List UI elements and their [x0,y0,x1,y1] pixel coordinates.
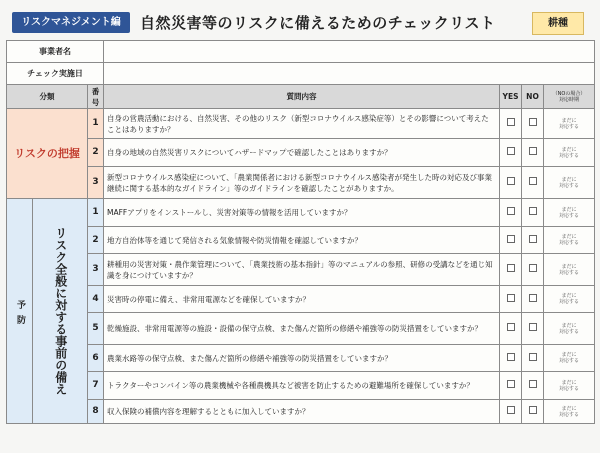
note-cell[interactable]: まだに 対応する [544,167,595,199]
category-prevention-label: 予防 [15,300,25,330]
checklist-table [6,40,595,424]
checkbox-icon [529,353,537,361]
row-number: 2 [88,139,104,167]
question-text: 耕種用の災害対策・農作業管理について、「農業技術の基本指針」等のマニュアルの参照、研修の受講などを通じ知識を身につけていますか？ [104,254,500,286]
category-risk: リスクの把握 [7,109,88,199]
category-header: 分類 [7,85,88,109]
no-checkbox[interactable] [522,286,544,313]
note-cell[interactable]: まだに 対応する [544,109,595,139]
table-row [7,286,595,313]
checkbox-icon [507,264,515,272]
note-cell[interactable]: まだに 対応する [544,254,595,286]
no-checkbox[interactable] [522,313,544,345]
checkbox-icon [507,147,515,155]
category-tag: 耕種 [532,12,584,35]
date-label: チェック実施日 [7,63,104,85]
no-checkbox[interactable] [522,139,544,167]
yes-checkbox[interactable] [500,313,522,345]
no-checkbox[interactable] [522,254,544,286]
yes-checkbox[interactable] [500,286,522,313]
question-text: 乾燥施設、非常用電源等の施設・設備の保守点検、また傷んだ箇所の修繕や補強等の防災措置をしていますか？ [104,313,500,345]
table-row [7,254,595,286]
yes-checkbox[interactable] [500,139,522,167]
checkbox-icon [507,380,515,388]
row-number: 8 [88,400,104,424]
section-badge: リスクマネジメント編 [12,12,130,33]
date-row [7,63,595,85]
category-prevention [7,199,33,424]
checkbox-icon [507,177,515,185]
row-number: 2 [88,227,104,254]
table-row [7,167,595,199]
header [6,10,594,36]
question-text: 自身の営農活動における、自然災害、その他のリスク（新型コロナウイルス感染症等）とその影響について考えたことはありますか？ [104,109,500,139]
yes-checkbox[interactable] [500,199,522,227]
checkbox-icon [529,406,537,414]
checkbox-icon [507,235,515,243]
question-text: 農業水路等の保守点検、また傷んだ箇所の修繕や補強等の防災措置をしていますか？ [104,345,500,372]
yes-checkbox[interactable] [500,167,522,199]
checkbox-icon [507,323,515,331]
category-sub [33,199,88,424]
table-row [7,400,595,424]
question-text: 新型コロナウイルス感染症について、「農業関係者における新型コロナウイルス感染者が発生した時の対応及び事業継続に関する基本的なガイドライン」等のガイドラインを確認したことがありますか。 [104,167,500,199]
yes-checkbox[interactable] [500,227,522,254]
checkbox-icon [507,118,515,126]
no-checkbox[interactable] [522,167,544,199]
note-cell[interactable]: まだに 対応する [544,313,595,345]
operator-field[interactable] [104,41,595,63]
yes-checkbox[interactable] [500,345,522,372]
table-row [7,109,595,139]
note-cell[interactable]: まだに 対応する [544,400,595,424]
note-cell[interactable]: まだに 対応する [544,139,595,167]
yes-checkbox[interactable] [500,400,522,424]
no-checkbox[interactable] [522,109,544,139]
row-number: 3 [88,167,104,199]
note-cell[interactable]: まだに 対応する [544,227,595,254]
table-row [7,199,595,227]
yes-checkbox[interactable] [500,109,522,139]
question-text: 災害時の停電に備え、非常用電源などを確保していますか？ [104,286,500,313]
column-header-row [7,85,595,109]
checkbox-icon [529,207,537,215]
note-header: （NOの場合） 対応時期 [544,85,595,109]
yes-header: YES [500,85,522,109]
table-row [7,227,595,254]
checkbox-icon [529,147,537,155]
operator-label: 事業者名 [7,41,104,63]
row-number: 1 [88,109,104,139]
row-number: 4 [88,286,104,313]
question-text: 自身の地域の自然災害リスクについてハザードマップで確認したことはありますか？ [104,139,500,167]
row-number: 7 [88,372,104,400]
no-checkbox[interactable] [522,372,544,400]
no-checkbox[interactable] [522,227,544,254]
checkbox-icon [529,380,537,388]
checkbox-icon [529,264,537,272]
checkbox-icon [507,207,515,215]
row-number: 3 [88,254,104,286]
checkbox-icon [507,406,515,414]
no-header: NO [522,85,544,109]
no-checkbox[interactable] [522,345,544,372]
category-sub-label: リスク全般に対する事前の備え [53,227,68,395]
yes-checkbox[interactable] [500,372,522,400]
checkbox-icon [529,177,537,185]
note-cell[interactable]: まだに 対応する [544,199,595,227]
date-field[interactable] [104,63,595,85]
operator-row [7,41,595,63]
table-row [7,372,595,400]
table-row [7,345,595,372]
note-cell[interactable]: まだに 対応する [544,345,595,372]
question-text: トラクターやコンバイン等の農業機械や各種農機具など被害を防止するための避難場所を確保していますか？ [104,372,500,400]
page-title: 自然災害等のリスクに備えるためのチェックリスト [140,14,496,32]
table-row [7,313,595,345]
checkbox-icon [507,294,515,302]
no-checkbox[interactable] [522,400,544,424]
checkbox-icon [529,235,537,243]
note-cell[interactable]: まだに 対応する [544,372,595,400]
note-cell[interactable]: まだに 対応する [544,286,595,313]
question-text: 収入保険の補償内容を理解するとともに加入していますか？ [104,400,500,424]
row-number: 6 [88,345,104,372]
question-header: 質問内容 [104,85,500,109]
checkbox-icon [529,118,537,126]
question-text: 地方自治体等を通じて発信される気象情報や防災情報を確認していますか？ [104,227,500,254]
checkbox-icon [507,353,515,361]
question-text: MAFFアプリをインストールし、災害対策等の情報を活用していますか？ [104,199,500,227]
yes-checkbox[interactable] [500,254,522,286]
checkbox-icon [529,323,537,331]
checkbox-icon [529,294,537,302]
row-number: 5 [88,313,104,345]
no-checkbox[interactable] [522,199,544,227]
table-row [7,139,595,167]
number-header: 番号 [88,85,104,109]
row-number: 1 [88,199,104,227]
